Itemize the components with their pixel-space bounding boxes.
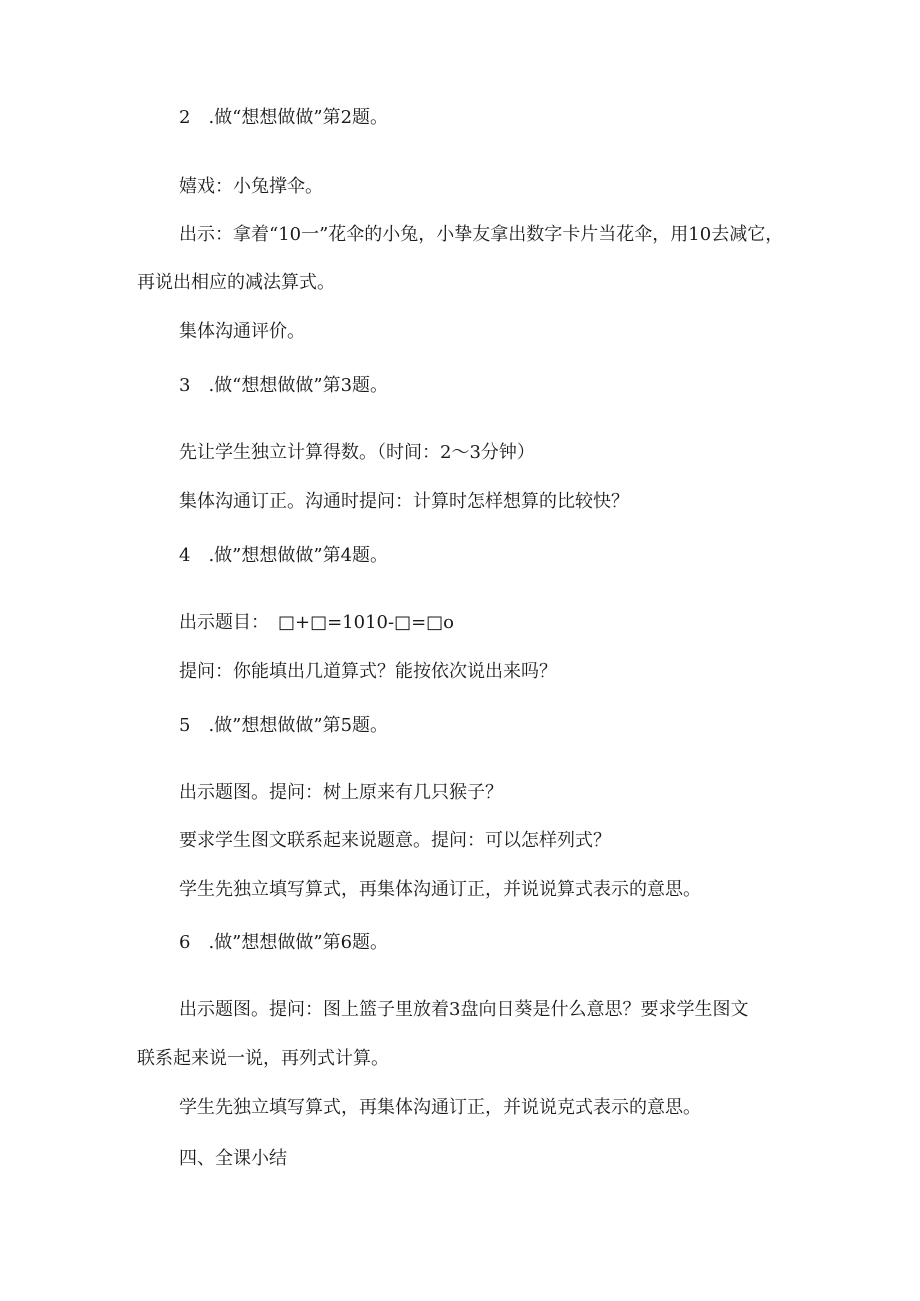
independent-calculation: 先让学生独立计算得数。（时间：2〜3分钟） bbox=[179, 442, 535, 463]
show-umbrella-line-2: 再说出相应的减法算式。 bbox=[137, 272, 335, 293]
question-fill: 提问：你能填出几道算式？能按依次说出来吗？ bbox=[179, 661, 557, 682]
item-4-heading: 4 .做”想想做做”第4题。 bbox=[179, 545, 389, 566]
show-monkeys: 出示题图。提问：树上原来有几只猴子？ bbox=[179, 782, 503, 803]
show-problem: 出示题目： □+□=1010-□=□o bbox=[179, 612, 455, 633]
student-fill-5: 学生先独立填写算式，再集体沟通订正，并说说算式表示的意思。 bbox=[179, 879, 701, 900]
show-sunflower-line-1: 出示题图。提问：图上篮子里放着3盘向日葵是什么意思？要求学生图文 bbox=[179, 999, 749, 1020]
item-5-heading: 5 .做”想想做做”第5题。 bbox=[179, 715, 389, 736]
show-sunflower-line-2: 联系起来说一说，再列式计算。 bbox=[137, 1048, 389, 1069]
collective-correction: 集体沟通订正。沟通时提问：计算时怎样想算的比较快？ bbox=[179, 491, 629, 512]
game-title: 嬉戏：小兔撑伞。 bbox=[179, 176, 323, 197]
item-2-heading: 2 .做“想想做做”第2题。 bbox=[179, 107, 389, 128]
require-link: 要求学生图文联系起来说题意。提问：可以怎样列式？ bbox=[179, 830, 611, 851]
item-6-heading: 6 .做”想想做做”第6题。 bbox=[179, 932, 389, 953]
item-3-heading: 3 .做“想想做做”第3题。 bbox=[179, 375, 389, 396]
collective-evaluation: 集体沟通评价。 bbox=[179, 321, 305, 342]
show-umbrella-line-1: 出示：拿着“10一”花伞的小兔，小挚友拿出数字卡片当花伞，用10去减它， bbox=[179, 224, 784, 245]
student-fill-6: 学生先独立填写算式，再集体沟通订正，并说说克式表示的意思。 bbox=[179, 1097, 701, 1118]
summary-heading: 四、全课小结 bbox=[179, 1148, 287, 1169]
